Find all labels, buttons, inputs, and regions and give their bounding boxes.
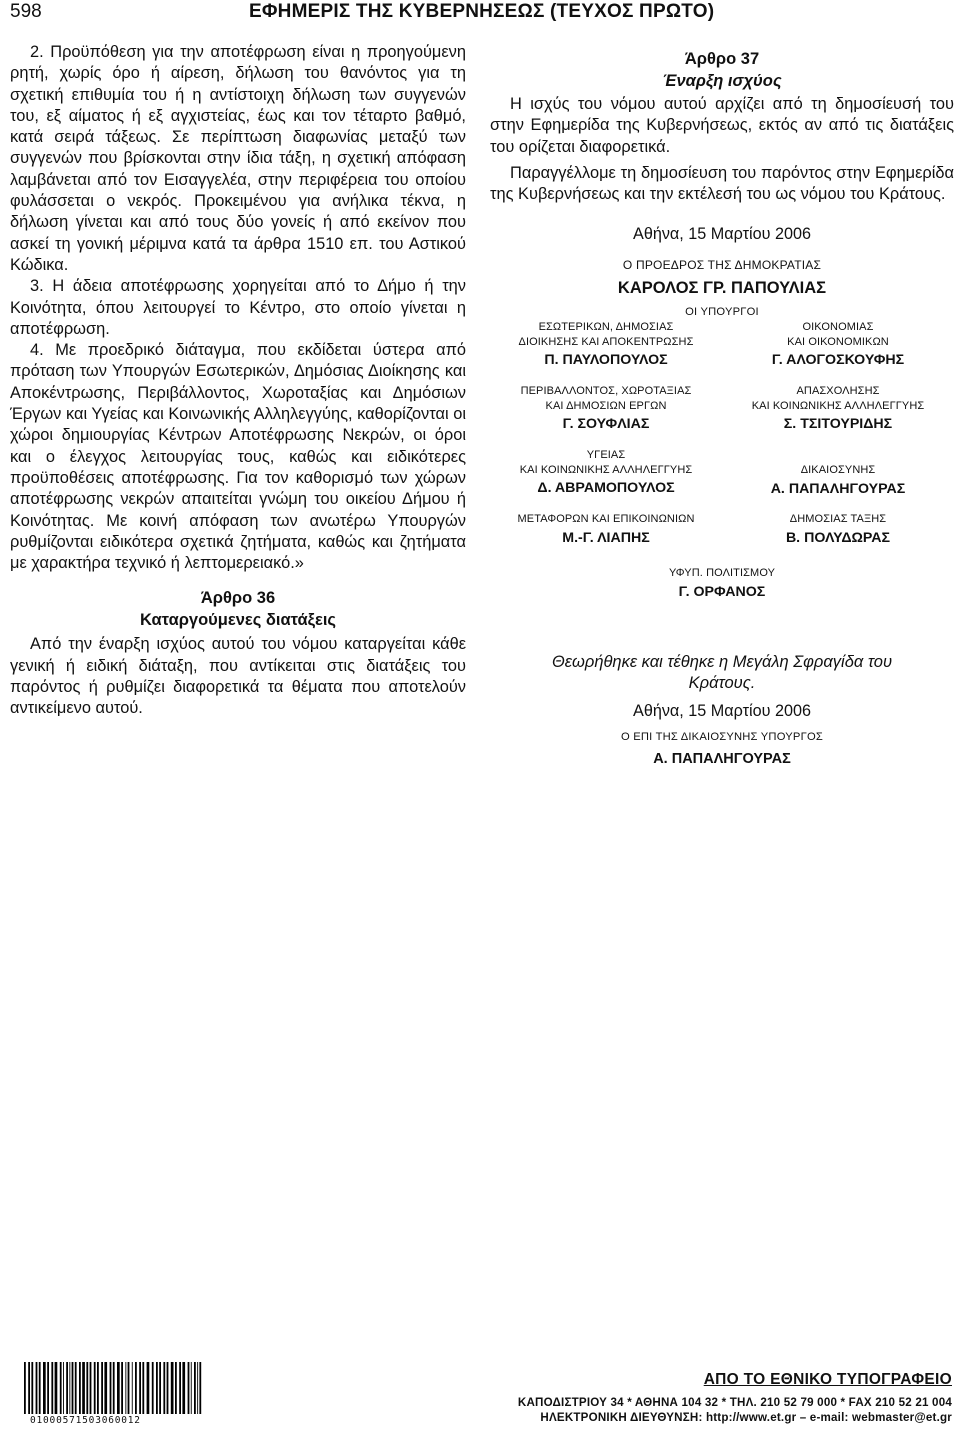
barcode-bar [147, 1362, 150, 1414]
barcode-bar [191, 1362, 192, 1414]
minister-health [490, 448, 722, 498]
barcode-bar [194, 1362, 196, 1414]
printer-info [518, 1371, 952, 1425]
barcode-bar [28, 1362, 30, 1414]
seal-statement: Θεωρήθηκε και τέθηκε η Μεγάλη Σφραγίδα του Κράτους. [551, 653, 893, 693]
barcode-bar [125, 1362, 126, 1414]
barcode-bar [197, 1362, 198, 1414]
article-35-continuation [10, 42, 466, 574]
barcode-bar [171, 1362, 174, 1414]
minister-public-order [722, 512, 954, 548]
minister-role: ΥΓΕΙΑΣ ΚΑΙ ΚΟΙΝΩΝΙΚΗΣ ΑΛΛΗΛΕΓΓΥΗΣ [519, 449, 693, 476]
printer-web: ΗΛΕΚΤΡΟΝΙΚΗ ΔΙΕΥΘΥΝΣΗ: http://www.et.gr – e-mail: webmaster@et.gr [540, 1411, 952, 1424]
barcode-bar [199, 1362, 201, 1414]
minister-name: Γ. ΣΟΥΦΛΙΑΣ [562, 416, 650, 433]
minister-interior [490, 320, 722, 370]
barcode-bar [97, 1362, 99, 1414]
minister-name: Β. ΠΟΛΥΔΩΡΑΣ [785, 529, 891, 546]
minister-role: ΑΠΑΣΧΟΛΗΣΗΣ ΚΑΙ ΚΟΙΝΩΝΙΚΗΣ ΑΛΛΗΛΕΓΓΥΗΣ [751, 385, 925, 412]
place-date-2: Αθήνα, 15 Μαρτίου 2006 [633, 702, 811, 721]
minister-economy [722, 320, 954, 370]
barcode-bar [121, 1362, 123, 1414]
article-37-heading: Άρθρο 37 [684, 50, 760, 68]
minister-role: ΔΗΜΟΣΙΑΣ ΤΑΞΗΣ [789, 513, 887, 526]
article-37-text: Η ισχύς του νόμου αυτού αρχίζει από τη δημοσίευσή του στην Εφημερίδα της Κυβερνήσεως, εκτός αν από τις διατάξεις του ορίζεται διαφορετικά. [490, 95, 954, 156]
page-header [10, 0, 950, 30]
gazette-title: ΕΦΗΜΕΡΙΣ ΤΗΣ ΚΥΒΕΡΝΗΣΕΩΣ (ΤΕΥΧΟΣ ΠΡΩΤΟ) [249, 1, 715, 22]
publish-order-text: Παραγγέλλομε τη δημοσίευση του παρόντος στην Εφημερίδα της Κυβερνήσεως και την εκτέλεσή του ως νόμου του Κράτους. [490, 163, 954, 204]
minister-name: Μ.-Γ. ΛΙΑΠΗΣ [562, 529, 650, 546]
deputy-name: Γ. ΟΡΦΑΝΟΣ [678, 583, 766, 600]
article-37-title: Έναρξη ισχύος [662, 72, 782, 90]
barcode-bar [72, 1362, 74, 1414]
barcode-number: 01000571503060012 [30, 1415, 141, 1426]
barcode-bar [101, 1362, 103, 1414]
minister-role: ΜΕΤΑΦΟΡΩΝ ΚΑΙ ΕΠΙΚΟΙΝΩΝΙΩΝ [517, 513, 695, 526]
minister-transport [490, 512, 722, 548]
barcode-bar [90, 1362, 92, 1414]
barcode-bar [66, 1362, 68, 1414]
minister-role: ΕΣΩΤΕΡΙΚΩΝ, ΔΗΜΟΣΙΑΣ ΔΙΟΙΚΗΣΗΣ ΚΑΙ ΑΠΟΚΕΝΤΡΩΣΗΣ [518, 321, 694, 348]
barcode-bar [135, 1362, 137, 1414]
minister-employment [722, 384, 954, 434]
paragraph-3: 3. Η άδεια αποτέφρωσης χορηγείται από το Δήμο ή την Κοινότητα, όπου λειτουργεί το Κέντρο, στο οποίο γίνεται η αποτέφρωση. [10, 277, 466, 338]
barcode-bar [132, 1362, 133, 1414]
barcode-bar [139, 1362, 141, 1414]
barcode-bar [60, 1362, 62, 1414]
barcode-bar [94, 1362, 96, 1414]
barcode-bar [156, 1362, 158, 1414]
barcode-bar [55, 1362, 58, 1414]
barcode-bar [51, 1362, 53, 1414]
barcode-bar [86, 1362, 88, 1414]
barcode-bar [182, 1362, 185, 1414]
barcode-bar [63, 1362, 64, 1414]
barcode-image [22, 1362, 204, 1414]
right-column [490, 48, 954, 767]
barcode-bar [152, 1362, 154, 1414]
barcode-bar [167, 1362, 169, 1414]
left-column [10, 42, 466, 720]
justice-minister-name: Α. ΠΑΠΑΛΗΓΟΥΡΑΣ [653, 751, 791, 768]
deputy-minister-culture [606, 566, 838, 602]
minister-name: Σ. ΤΣΙΤΟΥΡΙΔΗΣ [783, 416, 893, 433]
minister-role: ΠΕΡΙΒΑΛΛΟΝΤΟΣ, ΧΩΡΟΤΑΞΙΑΣ ΚΑΙ ΔΗΜΟΣΙΩΝ ΕΡΓΩΝ [520, 385, 692, 412]
printer-title: ΑΠΟ ΤΟ ΕΘΝΙΚΟ ΤΥΠΟΓΡΑΦΕΙΟ [703, 1371, 952, 1388]
ministers-label: ΟΙ ΥΠΟΥΡΓΟΙ [685, 306, 759, 319]
paragraph-2: 2. Προϋπόθεση για την αποτέφρωση είναι η προηγούμενη ρητή, χωρίς όρο ή αίρεση, δήλωση του θανόντος για τη σχετική επιθυμία του ή η αντίστοιχη δήλωση των συγγενών του, εξ αίματος ή εξ αγχιστείας, έως και τον τέταρτο βαθμό, κατά σειρά τάξεως. Σε περίπτωση διαφωνίας μεταξύ των συγγενών που βρίσκονται στην ίδια τάξη, η σχετική απόφαση λαμβάνεται από τον Εισαγγελέα, στην περιφέρεια του οποίου φυλάσσεται ο νεκρός. Προκειμένου για ανήλικα τέκνα, η δήλωση γίνεται και από τους δύο γονείς ή από εκείνον που ασκεί τη γονική μέριμνα κατά τα άρθρα 1510 επ. του Αστικού Κώδικα. [10, 43, 466, 274]
barcode-bar [43, 1362, 46, 1414]
page-number: 598 [10, 1, 42, 22]
deputy-role: ΥΦΥΠ. ΠΟΛΙΤΙΣΜΟΥ [668, 567, 776, 580]
barcode-bar [104, 1362, 107, 1414]
barcode-bar [79, 1362, 81, 1414]
barcode-bar [110, 1362, 112, 1414]
minister-name: Δ. ΑΒΡΑΜΟΠΟΥΛΟΣ [537, 480, 675, 497]
barcode-bar [69, 1362, 70, 1414]
president-role: Ο ΠΡΟΕΔΡΟΣ ΤΗΣ ΔΗΜΟΚΡΑΤΙΑΣ [622, 258, 822, 273]
article-36-title: Καταργούμενες διατάξεις [139, 611, 337, 630]
barcode-bar [39, 1362, 41, 1414]
barcode-bar [47, 1362, 49, 1414]
barcode-bar [36, 1362, 38, 1414]
justice-minister-role: Ο ΕΠΙ ΤΗΣ ΔΙΚΑΙΟΣΥΝΗΣ ΥΠΟΥΡΓΟΣ [621, 731, 823, 744]
article-36-text: Από την έναρξη ισχύος αυτού του νόμου καταργείται κάθε γενική ή ειδική διάταξη, που αντίκειται στις διατάξεις του παρόντος ή ρυθμίζει διαφορετικά τα θέματα που αποτελούν αντικείμενο αυτού. [10, 635, 466, 718]
barcode-bar [142, 1362, 144, 1414]
minister-name: Γ. ΑΛΟΓΟΣΚΟΥΦΗΣ [771, 352, 905, 369]
barcode-bar [24, 1362, 26, 1414]
barcode-bar [113, 1362, 115, 1414]
article-36-heading: Άρθρο 36 [200, 589, 276, 608]
printer-address: ΚΑΠΟΔΙΣΤΡΙΟΥ 34 * ΑΘΗΝΑ 104 32 * ΤΗΛ. 210 52 79 000 * FAX 210 52 21 004 [517, 1396, 952, 1409]
barcode-bar [159, 1362, 161, 1414]
barcode-bar [179, 1362, 181, 1414]
minister-name: Α. ΠΑΠΑΛΗΓΟΥΡΑΣ [770, 480, 906, 497]
barcode-bar [128, 1362, 130, 1414]
minister-name: Π. ΠΑΥΛΟΠΟΥΛΟΣ [544, 352, 668, 369]
ministers-grid [490, 320, 954, 612]
minister-justice [722, 463, 954, 499]
minister-role: ΔΙΚΑΙΟΣΥΝΗΣ [800, 464, 876, 477]
barcode-bar [175, 1362, 177, 1414]
barcode-bar [31, 1362, 33, 1414]
barcode-bar [188, 1362, 190, 1414]
minister-environment [490, 384, 722, 434]
barcode-bar [163, 1362, 165, 1414]
barcode-bar [75, 1362, 77, 1414]
barcode-bar [117, 1362, 120, 1414]
paragraph-4: 4. Με προεδρικό διάταγμα, που εκδίδεται ύστερα από πρόταση των Υπουργών Εσωτερικών, Δημόσιας Διοίκησης και Αποκέντρωσης, Περιβάλλοντος, Χωροταξίας και Δημόσιων Έργων και Υγείας και Κοινωνικής Αλληλεγγύης, καθορίζονται οι χώροι δημιουργίας Κέντρων Αποτέφρωσης Νεκρών, οι όροι και ο έλεγχος λειτουργίας τους, καθώς και ειδικότερες προϋποθέσεις αποτέφρωσης. Για τον καθορισμό των χώρων αποτέφρωσης νεκρών απαιτείται γνώμη του οικείου Δήμου ή Κοινότητας. Με κοινή απόφαση των ανωτέρω Υπουργών ρυθμίζονται ειδικότερα σχετικά ζητήματα, καθώς και ζητήματα με χαρακτήρα τεχνικό ή λεπτομερειακό.» [10, 341, 466, 573]
barcode-bar [82, 1362, 85, 1414]
president-name: ΚΑΡΟΛΟΣ ΓΡ. ΠΑΠΟΥΛΙΑΣ [617, 279, 827, 298]
minister-role: ΟΙΚΟΝΟΜΙΑΣ ΚΑΙ ΟΙΚΟΝΟΜΙΚΩΝ [787, 321, 889, 348]
place-date-1: Αθήνα, 15 Μαρτίου 2006 [633, 225, 811, 244]
